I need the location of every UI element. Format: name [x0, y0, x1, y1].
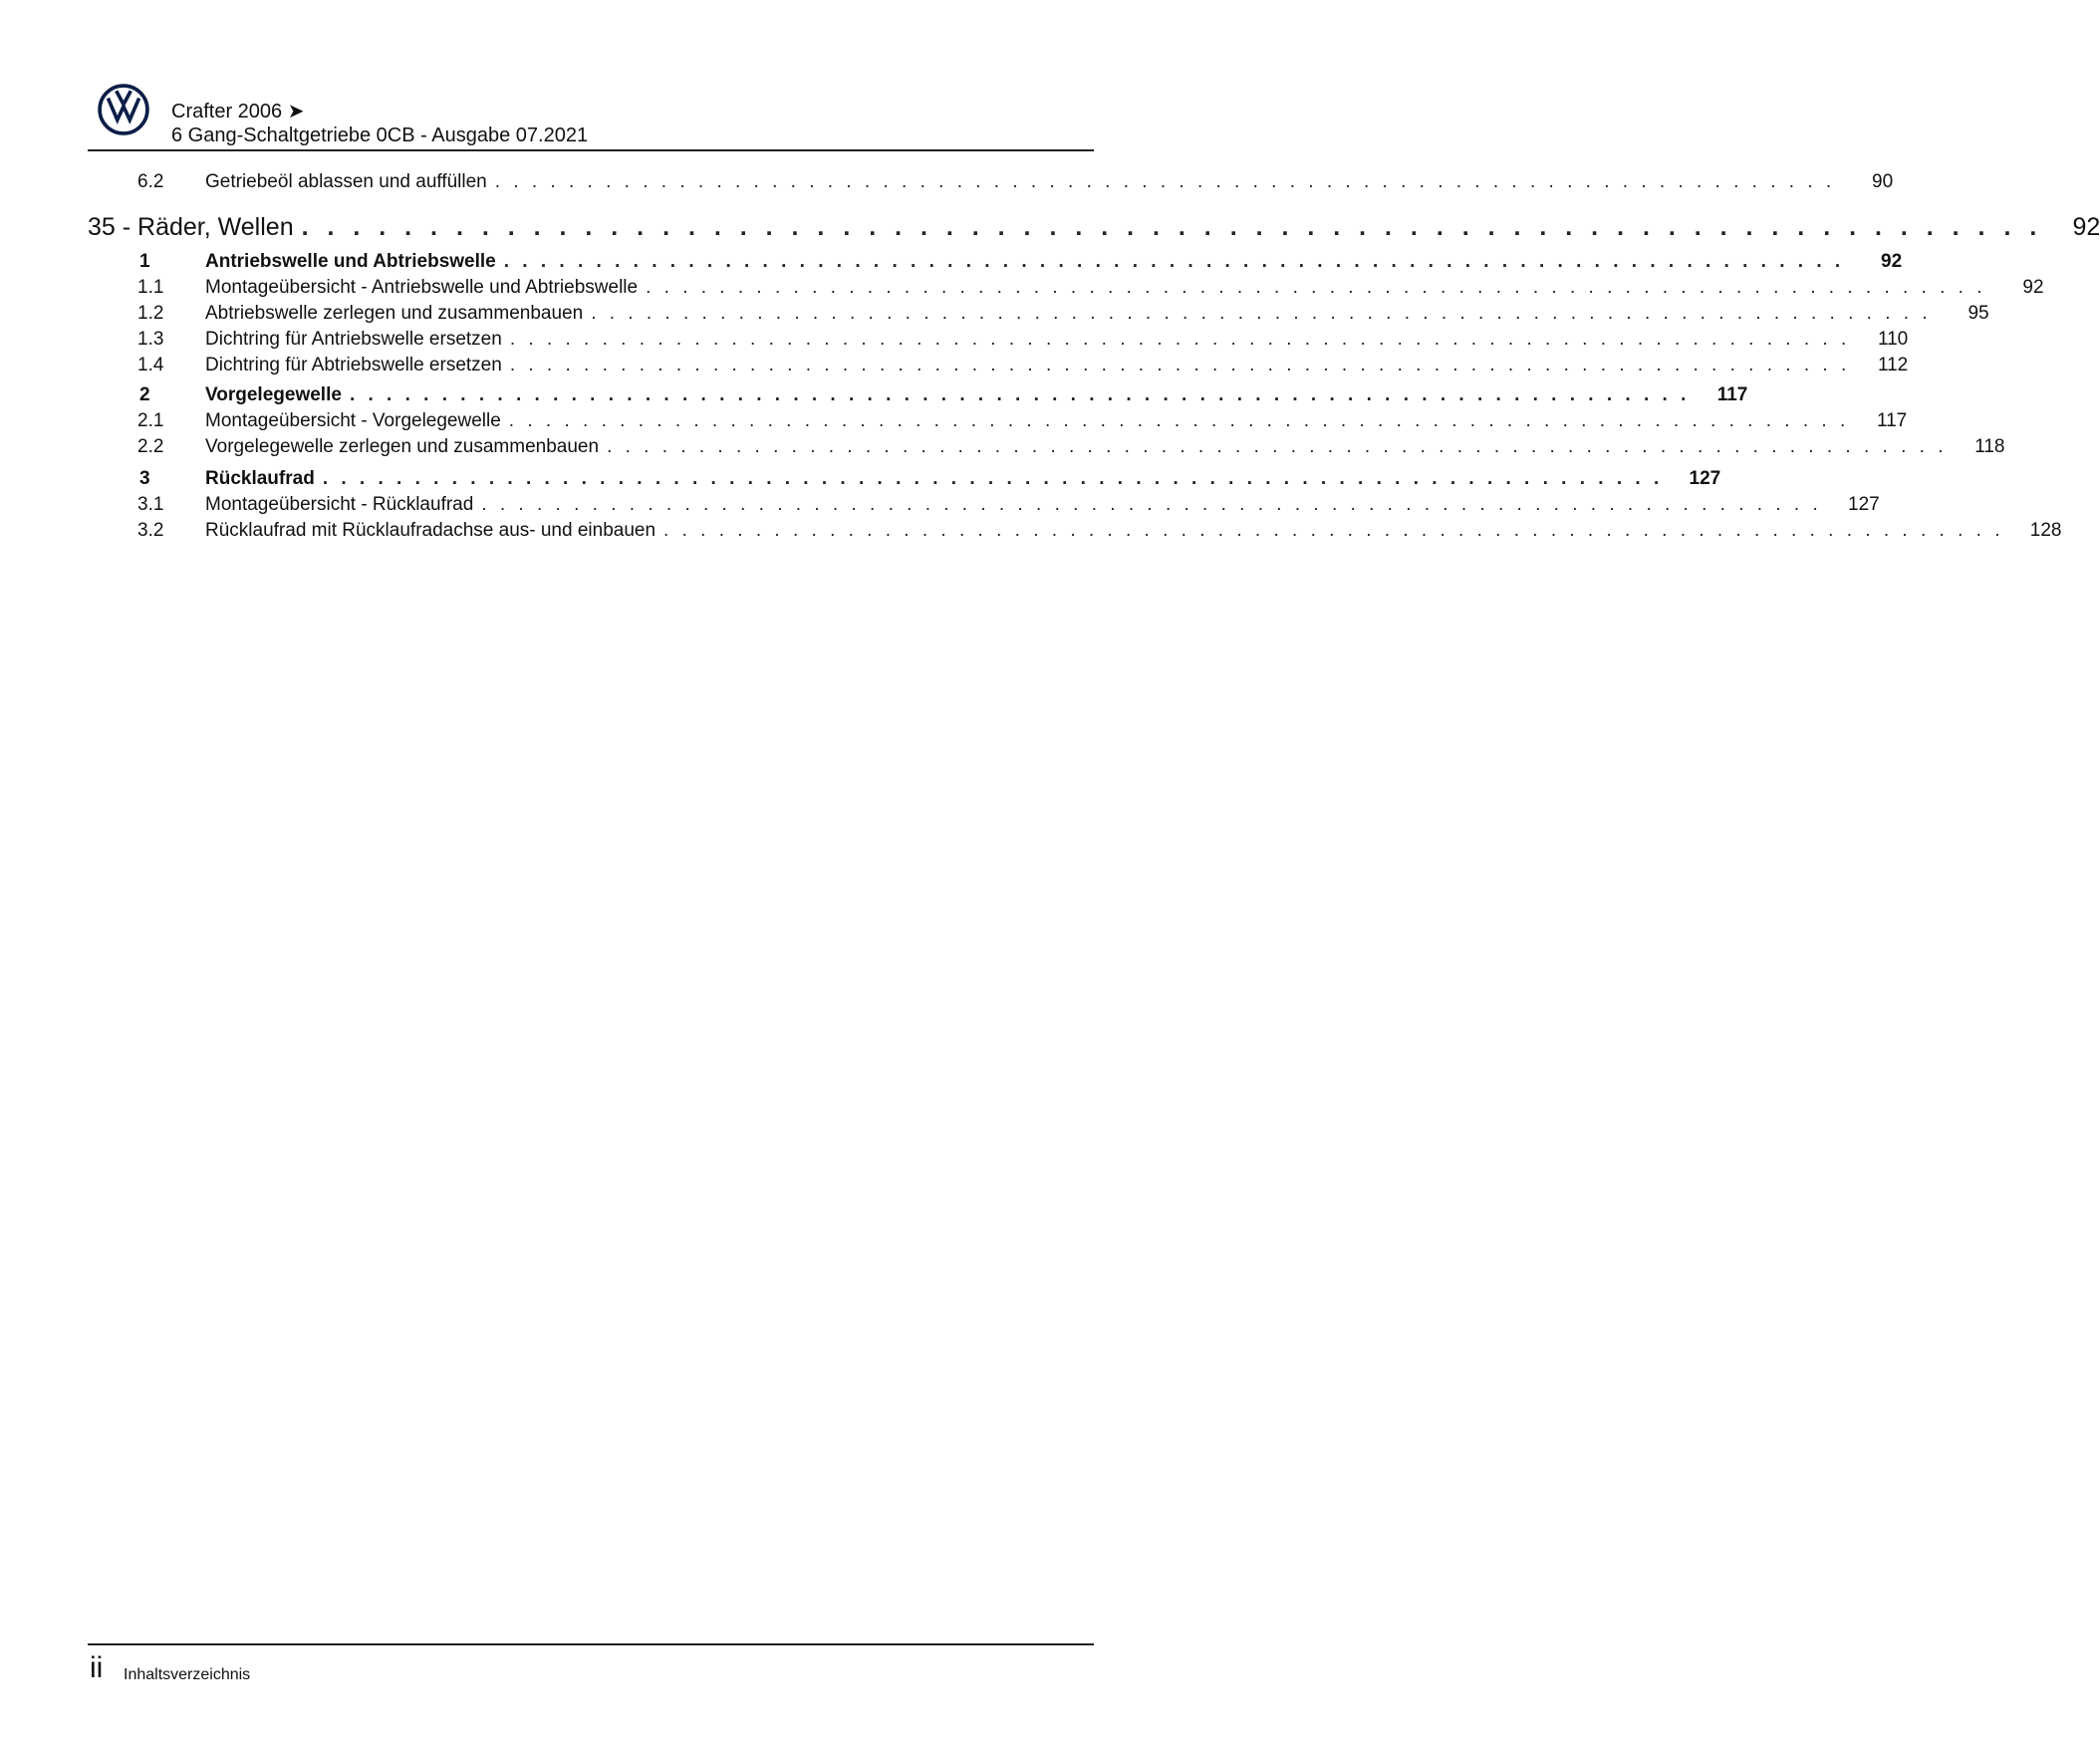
toc-entry-number: 3.1 [137, 494, 164, 515]
toc-entry[interactable] [88, 494, 1880, 516]
toc-entry-number: 1.2 [137, 303, 164, 324]
toc-entry-number: 1 [139, 251, 150, 272]
toc-entry[interactable] [88, 410, 1908, 432]
footer-label: Inhaltsverzeichnis [124, 1666, 251, 1683]
toc-leader-dots: . . . . . . . . . . . . . . . . . . . . . . . . . . . . . . . . . . . . . . . . . . . . . . . . . . . . . . . . . . . . . . . . . . . . . . . . . [509, 355, 1851, 375]
toc-leader-dots: . . . . . . . . . . . . . . . . . . . . . . . . . . . . . . . . . . . . . . . . . . . . . . . . . . . . . . . . . . . . . . . . . . . . . . . . . [322, 468, 1664, 489]
toc-entry-page: 117 [1716, 384, 1748, 405]
toc-leader-dots: . . . . . . . . . . . . . . . . . . . . . . . . . . . . . . . . . . . . . . . . . . . . . . . . . . . . . . . . . . . . . . . . . . . . . . . . . [607, 436, 1948, 457]
toc-entry-title: Antriebswelle und Abtriebswelle [205, 251, 496, 272]
header-divider [88, 149, 1094, 151]
toc-entry-page: 90 [1872, 171, 1894, 192]
toc-entry-number: 1.3 [137, 329, 164, 350]
toc-entry[interactable] [88, 436, 2005, 458]
toc-entry-page: 92 [1881, 251, 1903, 272]
document-header [171, 100, 588, 147]
toc-chapter-entry[interactable] [88, 251, 1903, 273]
toc-entry-title: Vorgelegewelle zerlegen und zusammenbauen [205, 436, 600, 457]
toc-entry-page: 112 [1877, 355, 1909, 375]
header-title-line1: Crafter 2006 ➤ [171, 101, 305, 123]
toc-entry[interactable] [88, 171, 1894, 193]
toc-leader-dots: . . . . . . . . . . . . . . . . . . . . . . . . . . . . . . . . . . . . . . . . . . . . . . . . . . . . . . . . . . . . . . . . . . . . . . . . . [494, 171, 1836, 192]
toc-entry-number: 2.1 [137, 410, 164, 431]
header-title-line2: 6 Gang-Schaltgetriebe 0CB - Ausgabe 07.2021 [171, 125, 589, 146]
toc-entry-title: Dichtring für Antriebswelle ersetzen [205, 329, 502, 350]
toc-entry-page: 128 [2029, 520, 2062, 541]
toc-entry-number: 2 [139, 384, 150, 405]
toc-entry-page: 127 [1848, 494, 1880, 515]
toc-entry-page: 92 [2022, 277, 2044, 298]
toc-entry-page: 110 [1877, 329, 1909, 350]
toc-leader-dots: . . . . . . . . . . . . . . . . . . . . . . . . . . . . . . . . . . . . . . . . . . . . . . . . . . . . . . . . . . . . . . . . . . . . . . . . . [663, 520, 2004, 541]
toc-entry-title: Rücklaufrad [205, 468, 315, 489]
toc-entry-number: 3 [139, 468, 150, 489]
toc-entry-page: 118 [1974, 436, 2005, 457]
toc-entry-title: Montageübersicht - Rücklaufrad [205, 494, 474, 515]
toc-entry-title: Montageübersicht - Vorgelegewelle [205, 410, 501, 431]
toc-entry-number: 6.2 [137, 171, 164, 192]
toc-entry-page: 95 [1968, 303, 1989, 324]
toc-entry-title: Montageübersicht - Antriebswelle und Abtriebswelle [205, 277, 639, 298]
toc-section-title: 35 - Räder, Wellen [88, 213, 294, 241]
toc-entry-title: Vorgelegewelle [205, 384, 342, 405]
toc-leader-dots: . . . . . . . . . . . . . . . . . . . . . . . . . . . . . . . . . . . . . . . . . . . . . . . . . . . . . . . . . . . . . . . . . . . . . . . . . [591, 303, 1932, 324]
toc-entry-title: Abtriebswelle zerlegen und zusammenbauen [205, 303, 584, 324]
toc-entry[interactable] [88, 520, 2062, 542]
toc-entry[interactable] [88, 303, 1989, 325]
toc-entry[interactable] [88, 277, 2044, 299]
toc-entry-page: 117 [1876, 410, 1908, 431]
toc-leader-dots: . . . . . . . . . . . . . . . . . . . . . . . . . . . . . . . . . . . . . . . . . . . . . . . . . . . . . . . . . . . . . . . . . . . . . . . . . [646, 277, 1986, 298]
toc-entry-number: 1.1 [137, 277, 164, 298]
toc-chapter-entry[interactable] [88, 384, 1748, 406]
toc-leader-dots: . . . . . . . . . . . . . . . . . . . . . . . . . . . . . . . . . . . . . . . . . . . . . . . . . . . . . . . . . . . . . . . . . . . . . . . . . [503, 251, 1845, 272]
toc-entry-title: Dichtring für Abtriebswelle ersetzen [205, 355, 502, 375]
toc-leader-dots: . . . . . . . . . . . . . . . . . . . . . . . . . . . . . . . . . . . . . . . . . . . . . . . . . . . . . . . . . . . . . . . . . . . . . . . . . [349, 384, 1691, 405]
toc-entry-title: Getriebeöl ablassen und auffüllen [205, 171, 487, 192]
vw-logo-icon [98, 84, 149, 135]
toc-leader-dots: . . . . . . . . . . . . . . . . . . . . . . . . . . . . . . . . . . . . . . . . . . . . . . . . . . . . . . . . . . . . . . . . . . . . . . . . . [481, 494, 1822, 515]
toc-entry[interactable] [88, 355, 1909, 376]
toc-section-entry[interactable] [88, 213, 2100, 242]
toc-chapter-entry[interactable] [88, 468, 1721, 490]
toc-leader-dots: . . . . . . . . . . . . . . . . . . . . . . . . . . . . . . . . . . . . . . . . . . . . . . . . . . . . . . . . . . . . . . . . . . . . . . . . . [508, 410, 1850, 431]
footer-divider [88, 1643, 1094, 1645]
toc-entry-number: 3.2 [137, 520, 164, 541]
toc-entry-number: 2.2 [137, 436, 164, 457]
toc-section-page: 92 [2072, 213, 2100, 241]
footer-page-number: ii [90, 1651, 104, 1684]
toc-leader-dots: . . . . . . . . . . . . . . . . . . . . . . . . . . . . . . . . . . . . . . . . . . . . . . . . . . . . . . . . . . . . . . . . . . . . [301, 213, 2043, 241]
toc-entry-number: 1.4 [137, 355, 164, 375]
toc-leader-dots: . . . . . . . . . . . . . . . . . . . . . . . . . . . . . . . . . . . . . . . . . . . . . . . . . . . . . . . . . . . . . . . . . . . . . . . . . [509, 329, 1851, 350]
toc-entry-title: Rücklaufrad mit Rücklaufradachse aus- und einbauen [205, 520, 656, 541]
toc-entry[interactable] [88, 329, 1909, 351]
toc-entry-page: 127 [1689, 468, 1721, 489]
